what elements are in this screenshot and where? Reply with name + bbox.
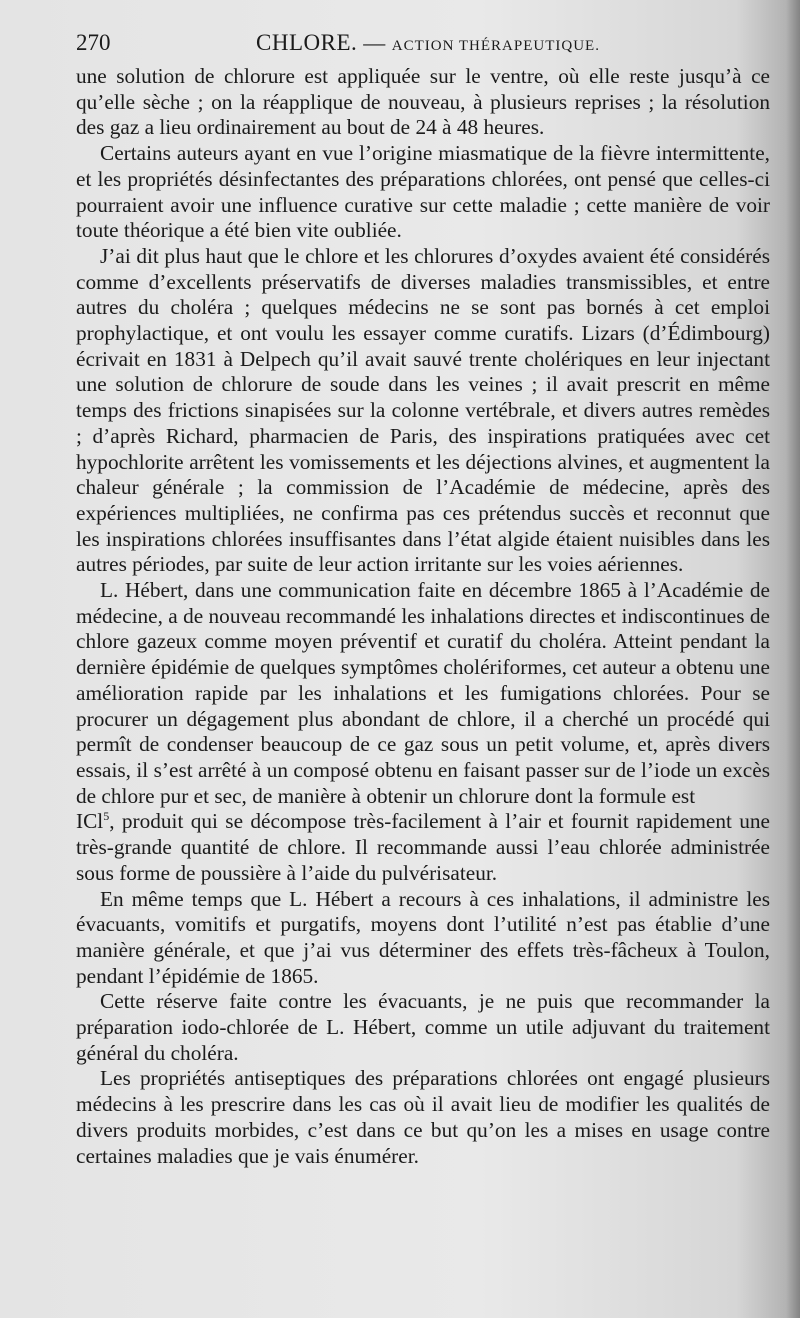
paragraph-3: J’ai dit plus haut que le chlore et les chlorures d’oxydes avaient été considérés comme d’excellents préservatifs de diverses maladies transmissibles, et entre autres du choléra ; quelques médecins ne se sont pas bornés à cet emploi prophylactique, et ont voulu les essayer comme curatifs. Lizars (d’Édimbourg) écrivait en 1831 à Delpech qu’il avait sauvé trente cholériques en leur injectant une solution de chlorure de soude dans les veines ; il avait prescrit en même temps des frictions sinapisées sur la colonne vertébrale, et divers autres remèdes ; d’après Richard, pharmacien de Paris, des inspirations pratiquées avec cet hypochlorite arrêtent les vomissements et les déjections alvines, et augmentent la chaleur générale ; la commission de l’Académie de médecine, après des expériences multipliées, ne confirma pas ces prétendus succès et reconnut que les inspirations chlorées insuffisantes dans l’état algide étaient nuisibles dans les autres périodes, par suite de leur action irritante sur les voies aériennes. xyxy=(76,243,770,577)
running-header xyxy=(76,30,770,60)
page-body xyxy=(76,64,770,1169)
paragraph-6: Cette réserve faite contre les évacuants, je ne puis que recommander la préparation iodo-chlorée de L. Hébert, comme un utile adjuvant du traitement général du choléra. xyxy=(76,989,770,1065)
chapter-title: CHLORE. xyxy=(256,30,358,55)
formula-index: 5 xyxy=(103,809,110,824)
paragraph-4 xyxy=(76,578,770,886)
paragraph-1: une solution de chlorure est appliquée sur le ventre, où elle reste jusqu’à ce qu’elle sèche ; on la réapplique de nouveau, à plusieurs reprises ; la résolution des gaz a lieu ordinairement au bout de 24 à 48 heures. xyxy=(76,64,770,140)
page-number: 270 xyxy=(76,30,111,55)
paragraph-7: Les propriétés antiseptiques des préparations chlorées ont engagé plusieurs médecins à les prescrire dans les cas où il avait lieu de modifier les qualités de divers produits morbides, c’est dans ce but qu’on les a mises en usage contre certaines maladies que je vais énumérer. xyxy=(76,1066,770,1168)
title-separator: — xyxy=(363,30,386,55)
paragraph-5: En même temps que L. Hébert a recours à ces inhalations, il administre les évacuants, vomitifs et purgatifs, moyens dont l’utilité n’est pas établie d’une manière générale, et que j’ai vus déterminer des effets très-fâcheux à Toulon, pendant l’épidémie de 1865. xyxy=(76,886,770,988)
formula-base: ICl xyxy=(76,809,104,834)
paragraph-4-text: L. Hébert, dans une communication faite en décembre 1865 à l’Académie de médecine, a de nouveau recommandé les inhalations directes et indiscontinues de chlore gazeux comme moyen préventif et curatif du choléra. Atteint pendant la dernière épidémie de quelques symptômes cholériformes, cet auteur a obtenu une amélioration rapide par les inhalations et les fumigations chlorées. Pour se procurer un dégagement plus abondant de chlore, il a cherché un procédé qui permît de condenser beaucoup de ce gaz sous un petit volume, et, après divers essais, il s’est arrêté à un composé obtenu en faisant passer sur de l’iode un excès de chlore pur et sec, de manière à obtenir un chlorure dont la formule est xyxy=(76,578,770,808)
page-edge-shadow xyxy=(786,0,800,1318)
section-title: ACTION THÉRAPEUTIQUE. xyxy=(391,38,600,54)
paragraph-2: Certains auteurs ayant en vue l’origine miasmatique de la fièvre intermittente, et les propriétés désinfectantes des préparations chlorées, ont pensé que celles-ci pourraient avoir une influence curative sur cette maladie ; cette manière de voir toute théorique a été bien vite oubliée. xyxy=(76,141,770,243)
paragraph-4-continuation: , produit qui se décompose très-facilement à l’air et fournit rapidement une très-grande quantité de chlore. Il recommande aussi l’eau chlorée administrée sous forme de poussière à l’aide du pulvérisateur. xyxy=(76,809,770,885)
running-title xyxy=(256,30,600,56)
chemical-formula xyxy=(76,809,109,833)
